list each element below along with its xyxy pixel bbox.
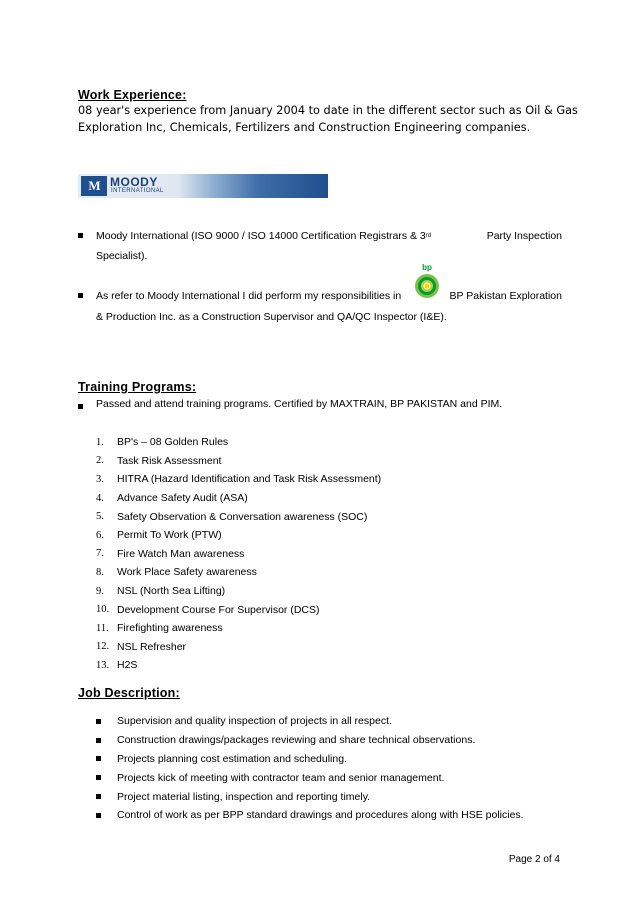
list-item: [96, 787, 524, 806]
training-intro: Passed and attend training programs. Certified by MAXTRAIN, BP PAKISTAN and PIM.: [96, 398, 503, 410]
bullet-square-icon: [96, 738, 101, 743]
list-item-number: 3.: [96, 473, 104, 485]
list-item: [96, 656, 381, 675]
list-item-text: Firefighting awareness: [117, 622, 223, 635]
bp-bullet-line1a: As refer to Moody International I did perform my responsibilities in: [96, 290, 402, 302]
list-item-text: Projects planning cost estimation and scheduling.: [117, 752, 347, 765]
list-item: [96, 452, 381, 471]
list-item: [96, 600, 381, 619]
list-item-number: 10.: [96, 604, 110, 616]
list-item: [96, 638, 381, 657]
list-item-text: HITRA (Hazard Identification and Task Risk Assessment): [117, 473, 382, 486]
list-item-text: BP's – 08 Golden Rules: [117, 436, 229, 449]
bp-logo-icon: [412, 262, 442, 300]
list-item-text: Advance Safety Audit (ASA): [117, 492, 248, 505]
list-item-text: NSL Refresher: [117, 640, 187, 653]
list-item-number: 2.: [96, 455, 104, 467]
summary-line-2: Exploration Inc, Chemicals, Fertilizers and Construction Engineering companies.: [78, 121, 531, 134]
list-item: [96, 563, 381, 582]
list-item-text: Projects kick of meeting with contractor team and senior management.: [117, 771, 445, 784]
list-item-text: Work Place Safety awareness: [117, 566, 257, 579]
moody-bullet-line1a: Moody International (ISO 9000 / ISO 14000 Certification Registrars & 3: [96, 230, 426, 242]
moody-international-logo: [78, 174, 328, 198]
bullet-square-icon: [96, 813, 101, 818]
bp-bullet-line2: & Production Inc. as a Construction Supervisor and QA/QC Inspector (I&E).: [96, 311, 447, 323]
work-experience-heading: Work Experience:: [78, 88, 187, 102]
bp-logo-text: bp: [422, 263, 432, 272]
list-item-number: 11.: [96, 622, 109, 634]
bullet-square-icon: [96, 794, 101, 799]
bullet-square-icon: [96, 719, 101, 724]
list-item: [96, 806, 524, 825]
job-description-heading: Job Description:: [78, 686, 180, 700]
list-item-text: Project material listing, inspection and reporting timely.: [117, 790, 371, 803]
moody-bullet: [96, 226, 562, 266]
list-item-number: 1.: [96, 436, 104, 448]
list-item-text: Control of work as per BPP standard drawings and procedures along with HSE policies.: [117, 809, 524, 822]
list-item-text: Safety Observation & Conversation awareness (SOC): [117, 510, 368, 523]
moody-bullet-line1b: Party Inspection: [486, 230, 562, 242]
bullet-square-icon: [78, 293, 83, 298]
bullet-square-icon: [78, 233, 83, 238]
list-item-number: 7.: [96, 548, 104, 560]
bullet-square-icon: [96, 756, 101, 761]
list-item: [96, 712, 524, 731]
bp-bullet: [96, 286, 562, 328]
job-description-list: [96, 712, 524, 825]
list-item: [96, 750, 524, 769]
list-item: [96, 470, 381, 489]
list-item: [96, 433, 381, 452]
moody-mark-icon: M: [81, 176, 107, 196]
bp-bullet-line1b: BP Pakistan Exploration: [449, 290, 562, 302]
list-item-number: 5.: [96, 511, 104, 523]
list-item-number: 6.: [96, 529, 104, 541]
list-item-text: Development Course For Supervisor (DCS): [117, 603, 320, 616]
list-item-text: Supervision and quality inspection of projects in all respect.: [117, 715, 392, 728]
list-item-text: Construction drawings/packages reviewing and share technical observations.: [117, 734, 476, 747]
bullet-square-icon: [96, 775, 101, 780]
page-number: Page 2 of 4: [508, 854, 560, 865]
list-item-number: 12.: [96, 641, 110, 653]
list-item: [96, 582, 381, 601]
list-item-text: NSL (North Sea Lifting): [117, 585, 226, 598]
list-item-number: 9.: [96, 585, 104, 597]
list-item-text: Fire Watch Man awareness: [117, 547, 245, 560]
list-item-text: Task Risk Assessment: [117, 454, 222, 467]
list-item-text: H2S: [117, 659, 138, 672]
work-experience-summary: [78, 102, 578, 136]
list-item-number: 8.: [96, 566, 104, 578]
training-list: [96, 433, 381, 675]
moody-brand: MOODY: [110, 175, 158, 189]
moody-sub: INTERNATIONAL: [111, 188, 164, 194]
list-item: [96, 768, 524, 787]
list-item: [96, 526, 381, 545]
list-item: [96, 731, 524, 750]
bullet-square-icon: [78, 404, 83, 409]
moody-bullet-sup: rd: [425, 233, 432, 239]
moody-bullet-line2: Specialist).: [96, 250, 148, 262]
summary-line-1: 08 year's experience from January 2004 to date in the different sector such as Oil & Gas: [78, 104, 578, 117]
list-item: [96, 507, 381, 526]
list-item-number: 13.: [96, 659, 110, 671]
list-item-number: 4.: [96, 492, 104, 504]
list-item: [96, 489, 381, 508]
list-item: [96, 545, 381, 564]
list-item: [96, 619, 381, 638]
list-item-text: Permit To Work (PTW): [117, 529, 222, 542]
training-heading: Training Programs:: [78, 380, 197, 394]
